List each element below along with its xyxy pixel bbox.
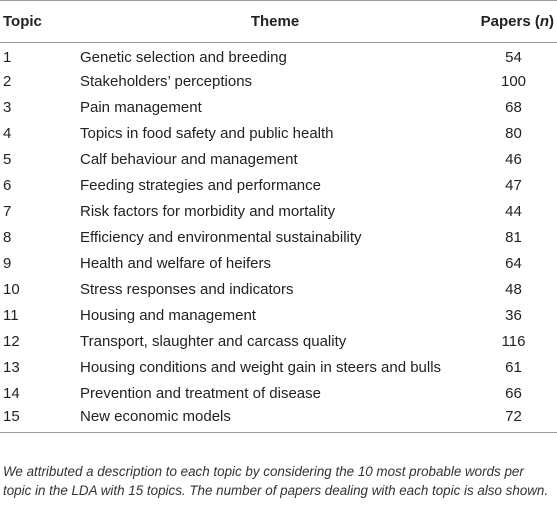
papers-cell: 64 [505, 254, 522, 272]
papers-cell: 54 [505, 48, 522, 66]
table-row [0, 95, 557, 121]
table-row [0, 199, 557, 225]
theme-cell: Risk factors for morbidity and mortality [80, 202, 336, 220]
table-row [0, 381, 557, 407]
table-row [0, 43, 557, 69]
papers-cell: 46 [505, 150, 522, 168]
topic-cell: 5 [3, 150, 12, 168]
header-papers-n: n [539, 12, 549, 30]
papers-cell: 100 [500, 72, 527, 90]
table-row [0, 303, 557, 329]
topic-cell: 11 [3, 306, 19, 324]
papers-cell: 66 [505, 384, 522, 402]
papers-cell: 68 [505, 98, 522, 116]
topic-cell: 13 [3, 358, 20, 376]
theme-cell: Transport, slaughter and carcass quality [80, 332, 347, 350]
papers-cell: 81 [505, 228, 522, 246]
topic-cell: 12 [3, 332, 20, 350]
papers-cell: 44 [505, 202, 522, 220]
header-papers-label: Papers ( [480, 12, 540, 30]
theme-cell: Health and welfare of heifers [80, 254, 271, 272]
table-row [0, 173, 557, 199]
table-row [0, 407, 557, 433]
table-row [0, 355, 557, 381]
topic-cell: 6 [3, 176, 12, 194]
topic-cell: 8 [3, 228, 12, 246]
papers-cell: 36 [505, 306, 522, 324]
theme-cell: Efficiency and environmental sustainability [80, 228, 362, 246]
theme-cell: Prevention and treatment of disease [80, 384, 321, 402]
theme-cell: Topics in food safety and public health [80, 124, 334, 142]
topic-cell: 10 [3, 280, 20, 298]
papers-cell: 116 [501, 332, 526, 350]
theme-cell: Housing and management [80, 306, 256, 324]
papers-cell: 61 [505, 358, 522, 376]
theme-cell: Housing conditions and weight gain in steers and bulls [80, 358, 442, 376]
header-topic: Topic [0, 1, 80, 43]
topic-cell: 1 [3, 48, 12, 66]
theme-cell: Genetic selection and breeding [80, 48, 287, 66]
papers-cell: 47 [505, 176, 522, 194]
topic-cell: 15 [0, 407, 80, 433]
header-theme: Theme [80, 1, 470, 43]
theme-cell: Calf behaviour and management [80, 150, 298, 168]
table-row [0, 147, 557, 173]
header-papers-close: ) [549, 12, 554, 30]
papers-cell: 72 [470, 407, 557, 433]
theme-cell: New economic models [80, 407, 470, 433]
papers-cell: 48 [505, 280, 522, 298]
theme-cell: Feeding strategies and performance [80, 176, 321, 194]
theme-cell: Stress responses and indicators [80, 280, 294, 298]
theme-cell: Stakeholders’ perceptions [80, 72, 253, 90]
header-papers [470, 1, 557, 43]
topic-cell: 4 [3, 124, 12, 142]
topic-cell: 2 [3, 72, 12, 90]
table-row [0, 69, 557, 95]
table-row [0, 329, 557, 355]
table-header [0, 1, 557, 43]
table-footnote: We attributed a description to each topic by considering the 10 most probable words per topic in the LDA with 15 topics. The number of papers dealing with each topic is also shown. [3, 464, 549, 498]
papers-cell: 80 [505, 124, 522, 142]
topic-cell: 9 [3, 254, 12, 272]
header-row [0, 1, 557, 43]
topic-cell: 3 [3, 98, 12, 116]
table-row [0, 121, 557, 147]
topic-cell: 14 [3, 384, 20, 402]
table-row [0, 277, 557, 303]
table-body [0, 43, 557, 433]
theme-cell: Pain management [80, 98, 202, 116]
table-row [0, 251, 557, 277]
table-row [0, 225, 557, 251]
topic-cell: 7 [3, 202, 12, 220]
